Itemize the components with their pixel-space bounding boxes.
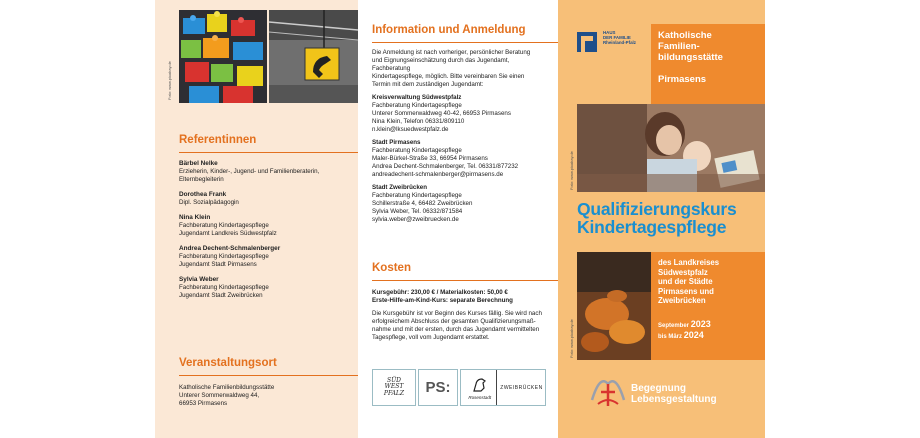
cost-text [372,289,548,342]
footer-line: Begegnung [631,383,686,394]
hdf-line: HAUS [603,30,616,35]
ps-logo-text: PS: [425,379,451,396]
region-line: und der Städte [658,277,713,286]
referentin-item [179,276,354,300]
referentin-name: Bärbel Nelke [179,160,218,167]
referentin-desc: Erzieherin, Kinder-, Jugend- und Familienberaterin, [179,168,320,175]
cost-fee: Kursgebühr: 230,00 € / Materialkosten: 50,00 € [372,289,508,296]
date-end [658,331,758,342]
address-line: Nina Klein, Telefon 06331/809110 [372,118,465,125]
cost-divider [372,280,558,281]
partner-logos [372,369,548,406]
toy-blocks-photo [179,10,267,103]
header-city: Pirmasens [658,74,707,85]
address-head: Kreisverwaltung Südwestpfalz [372,94,462,101]
zweibruecken-logo [460,369,546,406]
venue-title: Veranstaltungsort [179,357,277,369]
header-line: bildungsstätte [658,52,723,63]
photo-credit: Foto: www.pixabay.de [167,61,172,100]
sw-logo-text: PFALZ [383,389,405,397]
zw-logo-text: ZWEIBRÜCKEN [500,384,543,391]
photo-credit: Foto: www.pixabay.de [569,151,574,190]
referentin-desc: Fachberatung Kindertagespflege [179,284,269,291]
right-panel [558,0,765,438]
address-line: Unterer Sommerwaldweg 40-42, 66953 Pirmasens [372,110,511,117]
address-head: Stadt Pirmasens [372,139,421,146]
address-block [372,184,548,224]
date-end-label: bis März [658,333,684,340]
hdf-line: Rheinland-Pfalz [603,40,636,46]
top-photos [179,10,358,103]
referentin-item [179,245,354,269]
pirmasens-logo [418,369,458,406]
cost-note-line: Tagespflege, voll vom Jugendamt erstattet. [372,334,490,341]
date-start [658,320,758,331]
haus-der-familie-logo [576,28,646,68]
email-link[interactable]: sylvia.weber@zweibruecken.de [372,216,459,223]
info-line: Die Anmeldung ist nach vorheriger, persönlicher Beratung [372,49,531,56]
referentinnen-title: Referentinnen [179,134,257,146]
footer-tagline [631,383,717,405]
referentin-desc: Dipl. Sozialpädagogin [179,199,239,206]
main-title-line: Kindertagespflege [577,217,727,237]
info-line: und Eignungseinschätzung durch das Jugendamt, Fachberatung [372,57,510,72]
date-block [658,320,758,342]
region-line: Zweibrücken [658,296,706,305]
referentin-desc: Jugendamt Stadt Zweibrücken [179,292,263,299]
referentin-name: Sylvia Weber [179,276,219,283]
address-line: Maler-Bürkel-Straße 33, 66954 Pirmasens [372,155,488,162]
hdf-line: DER FAMILIE [603,35,631,41]
photo-credit: Foto: www.pixabay.de [569,319,574,358]
venue-address [179,384,354,408]
zw-rosen-text: Rosenstadt [468,394,492,400]
middle-panel [358,0,558,438]
house-icon [576,28,600,54]
sw-logo-text: SÜD [387,376,401,384]
address-block [372,139,548,179]
info-line: Kindertagespflege, möglich. Bitte vereinbaren Sie einen [372,73,525,80]
referentin-desc: Fachberatung Kindertagespflege [179,222,269,229]
header-line: Katholische [658,30,712,41]
header-box [651,24,765,104]
referentinnen-divider [179,152,358,153]
address-block [372,94,548,134]
referentinnen-list [179,160,354,307]
email-link[interactable]: andreadechent-schmalenberger@pirmasens.de [372,171,504,178]
hdf-logo-text [603,30,636,46]
info-divider [372,42,558,43]
info-title: Information und Anmeldung [372,24,526,36]
referentin-item [179,191,354,207]
referentin-desc: Jugendamt Landkreis Südwestpfalz [179,230,277,237]
region-line: Pirmasens und [658,286,714,296]
cost-note [372,310,548,342]
cost-first-aid: Erste-Hilfe-am-Kind-Kurs: separate Berechnung [372,297,513,304]
venue-divider [179,375,358,376]
address-line: Fachberatung Kindertagespflege [372,102,462,109]
sw-logo-text: WEST [384,383,404,391]
region-line: des Landkreises [658,258,720,267]
referentin-item [179,214,354,238]
email-link[interactable]: n.klein@lksuedwestpfalz.de [372,126,449,133]
venue-line: 66953 Pirmasens [179,400,228,407]
referentin-name: Nina Klein [179,214,211,221]
main-title [577,200,765,236]
info-text [372,49,548,224]
phone-sign-photo [269,10,358,103]
address-line: Andrea Dechent-Schmalenberger, Tel. 06331/877232 [372,163,519,170]
address-head: Stadt Zweibrücken [372,184,428,191]
family-photo [577,104,765,192]
horse-icon [463,370,497,405]
main-title-line: Qualifizierungskurs [577,199,737,219]
referentin-item [179,160,354,184]
date-end-year: 2024 [683,329,704,340]
cross-heart-logo-icon [588,370,628,410]
header-line: Familien- [658,41,700,52]
date-start-label: September [658,322,691,329]
referentin-desc: Jugendamt Stadt Pirmasens [179,261,257,268]
suedwestpfalz-logo [372,369,416,406]
autumn-photo [577,252,651,360]
cost-title: Kosten [372,262,411,274]
date-start-year: 2023 [690,318,711,329]
cost-note-line: Die Kursgebühr ist vor Beginn des Kurses fällig. Sie wird nach [372,310,542,317]
cost-note-line: nahme und mit der ersten, durch das Jugendamt vermittelten [372,326,540,333]
address-line: Schillerstraße 4, 66482 Zweibrücken [372,200,473,207]
left-panel [155,0,358,438]
referentin-name: Andrea Dechent-Schmalenberger [179,245,281,252]
info-line: Termin mit dem zuständigen Jugendamt: [372,81,484,88]
referentin-name: Dorothea Frank [179,191,227,198]
venue-line: Unterer Sommerwaldweg 44, [179,392,260,399]
referentin-desc: Elternbegleiterin [179,176,224,183]
cost-note-line: erfolgreichem Abschluss der gesamten Qualifizierungsmaß- [372,318,536,325]
footer-line: Lebensgestaltung [631,394,717,405]
region-line: Südwestpfalz [658,267,708,277]
address-line: Sylvia Weber, Tel. 06332/871584 [372,208,463,215]
referentin-desc: Fachberatung Kindertagespflege [179,253,269,260]
address-line: Fachberatung Kindertagespflege [372,147,462,154]
venue-line: Katholische Familienbildungsstätte [179,384,275,391]
region-date-box [651,252,765,360]
address-line: Fachberatung Kindertagespflege [372,192,462,199]
